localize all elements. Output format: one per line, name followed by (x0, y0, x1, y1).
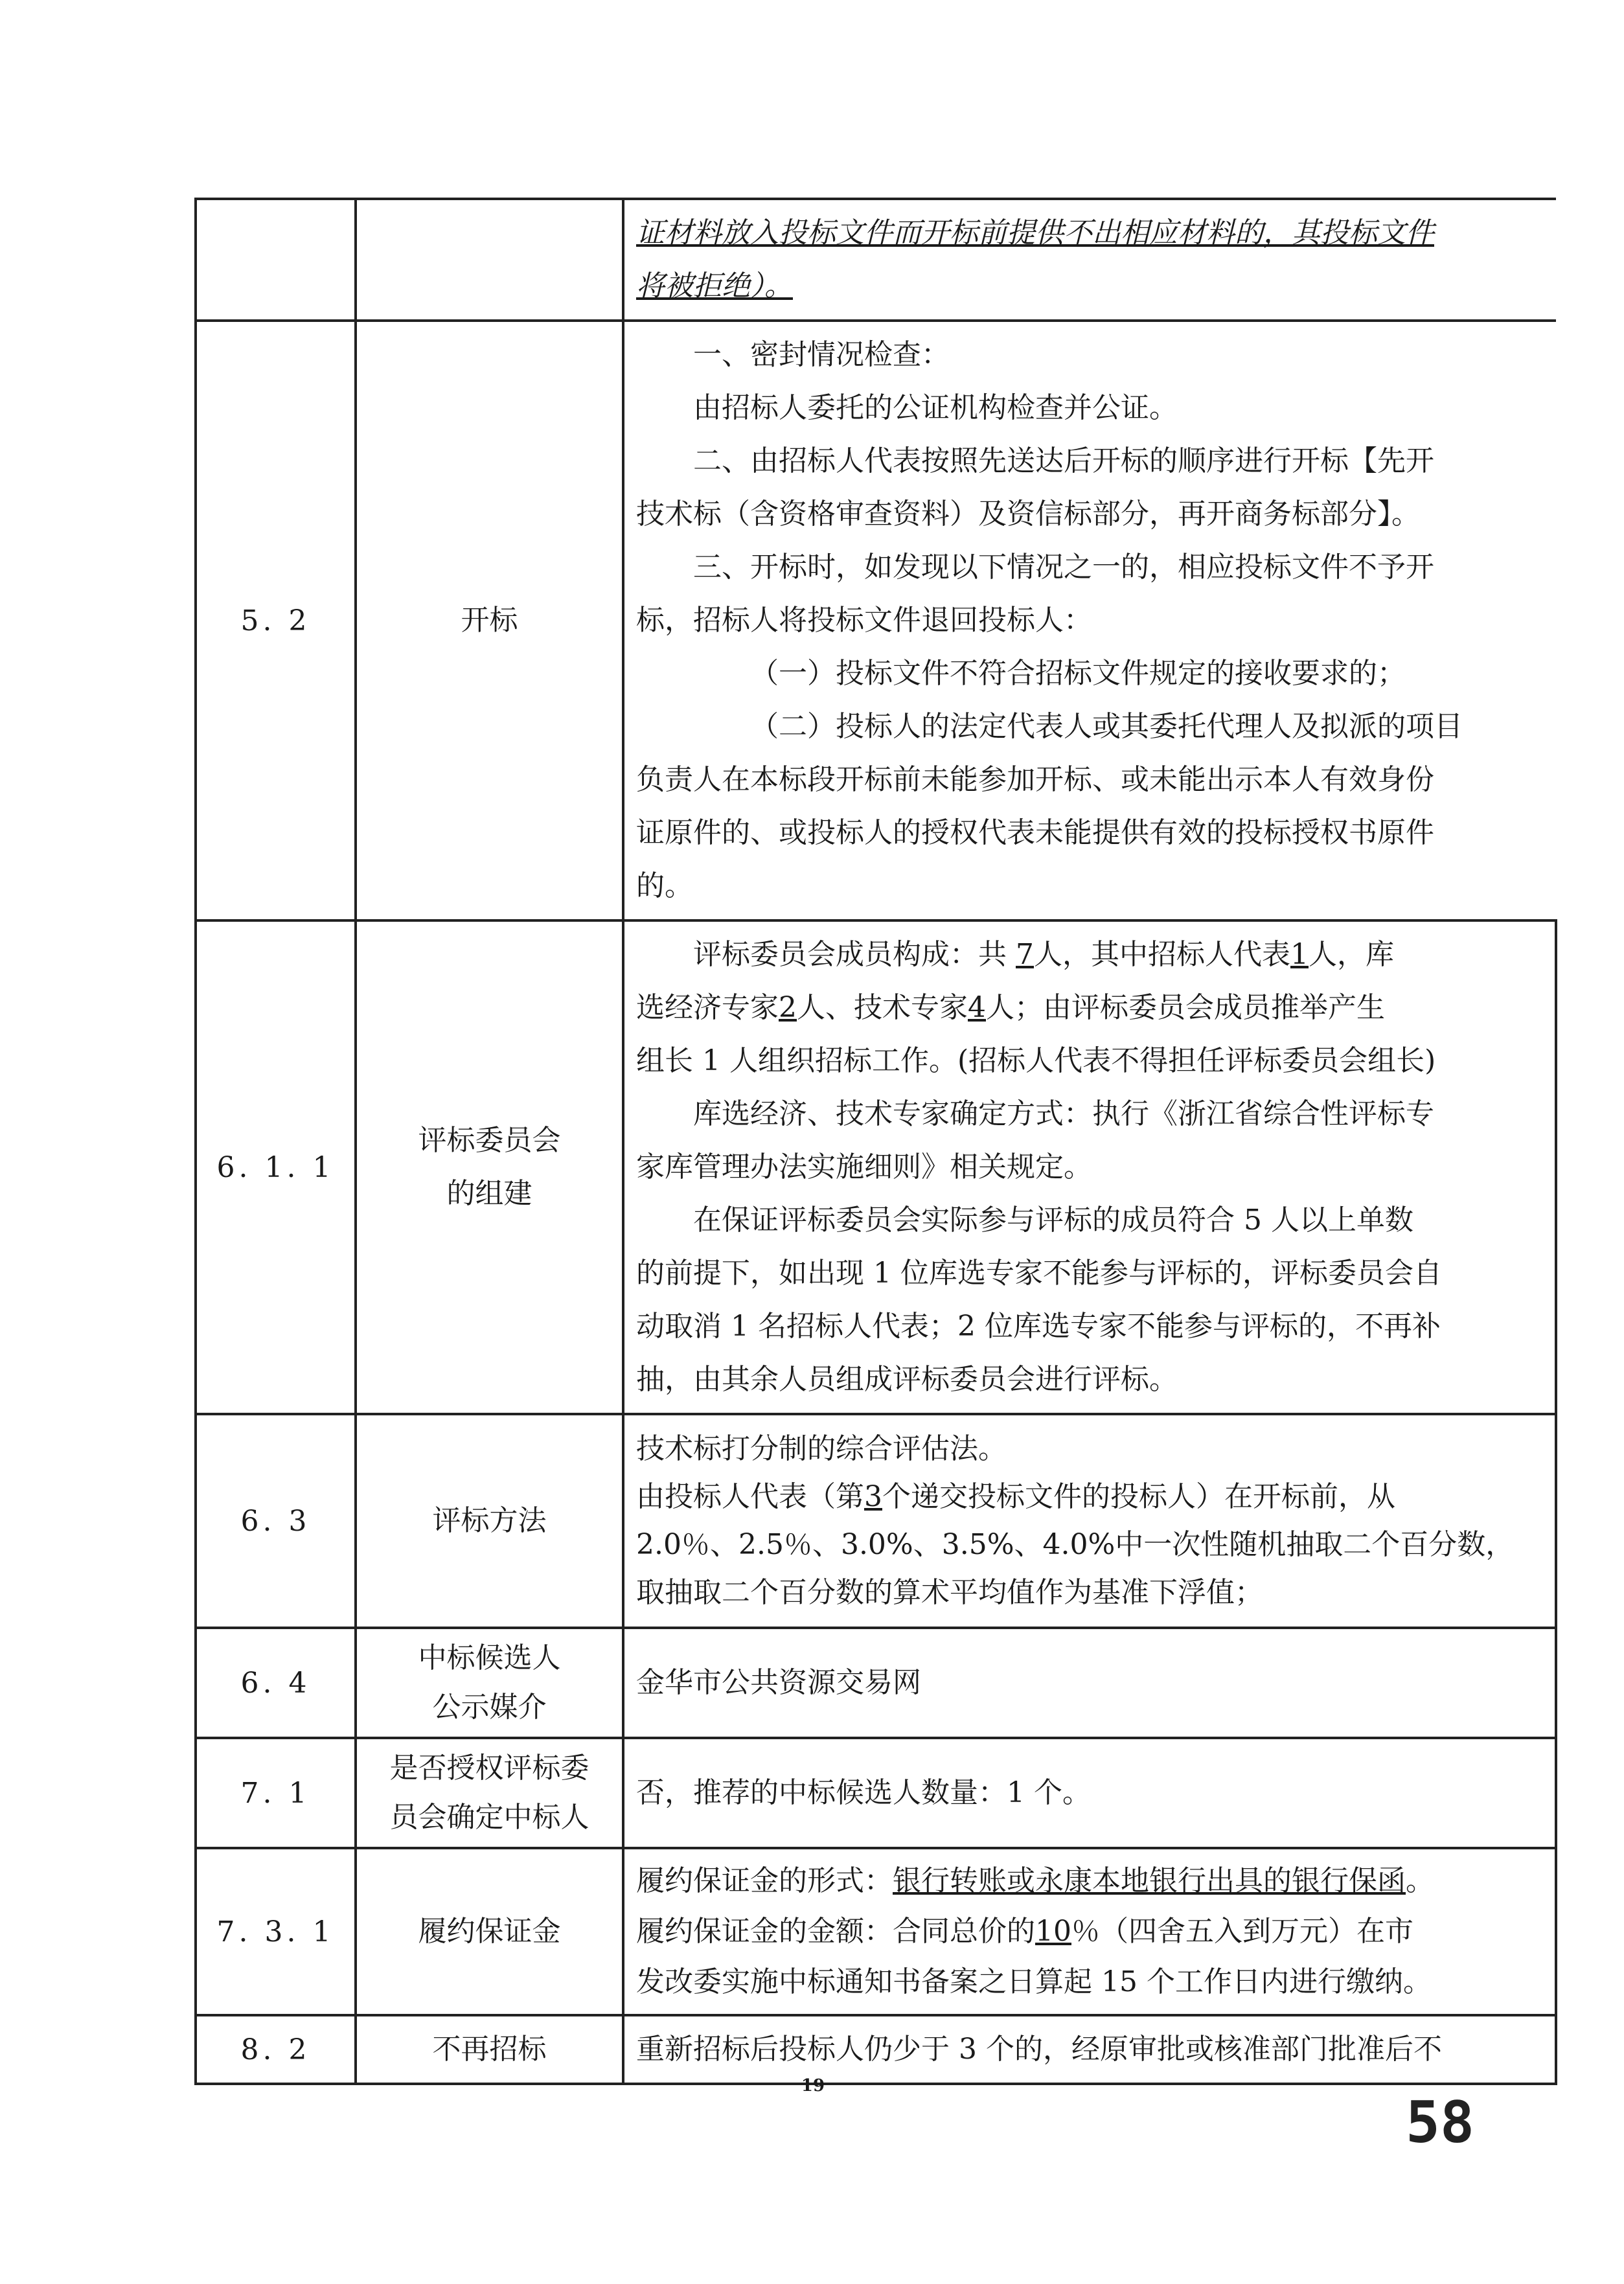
row-label-cell (356, 1738, 623, 1848)
filled-value: 7 (1016, 938, 1034, 971)
content-line: 证材料放入投标文件而开标前提供不出相应材料的，其投标文件 (636, 216, 1434, 249)
table-row-6-4 (196, 1628, 1556, 1738)
row-number-cell: 7. 3. 1 (196, 1848, 356, 2015)
filled-value: 2 (779, 991, 797, 1024)
row-content-cell (623, 199, 1556, 321)
content-line: 负责人在本标段开标前未能参加开标、或未能出示本人有效身份 (636, 763, 1434, 796)
text-fragment: 履约保证金的金额：合同总价的 (636, 1915, 1035, 1948)
row-number-cell: 5. 2 (196, 321, 356, 920)
content-line: 家库管理办法实施细则》相关规定。 (636, 1150, 1092, 1183)
row-number-cell: 7. 1 (196, 1738, 356, 1848)
text-fragment: ％（四舍五入到万元）在市 (1071, 1915, 1413, 1948)
content-line: 组长 1 人组织招标工作。(招标人代表不得担任评标委员会组长) (636, 1044, 1436, 1077)
row-label-cell: 开标 (356, 321, 623, 920)
filled-value: 4 (968, 991, 986, 1024)
content-line: （二）投标人的法定代表人或其委托代理人及拟派的项目 (750, 710, 1463, 743)
filled-value: 3 (864, 1480, 882, 1513)
label-line: 评标委员会 (418, 1124, 561, 1157)
content-line: 证原件的、或投标人的授权代表未能提供有效的投标授权书原件 (636, 816, 1434, 849)
text-fragment: 。 (1406, 1864, 1434, 1897)
row-number-cell: 6. 3 (196, 1414, 356, 1628)
content-line: 抽，由其余人员组成评标委员会进行评标。 (636, 1363, 1178, 1396)
content-line (636, 1856, 1547, 1906)
row-label-cell (356, 1628, 623, 1738)
row-content-cell (623, 1414, 1556, 1628)
content-line (636, 1906, 1547, 1957)
content-line: 的前提下，如出现 1 位库选专家不能参与评标的，评标委员会自 (636, 1257, 1442, 1290)
stamp-number: 58 (1406, 2089, 1474, 2156)
row-number-cell: 6. 1. 1 (196, 920, 356, 1414)
row-content-cell (623, 920, 1556, 1414)
text-fragment: 个递交投标文件的投标人）在开标前，从 (882, 1480, 1395, 1513)
content-line: 2.0％、2.5％、3.0%、3.5%、4.0%中一次性随机抽取二个百分数， (636, 1528, 1515, 1561)
row-number-cell (196, 199, 356, 321)
row-label-cell (356, 199, 623, 321)
content-line: 一、密封情况检查： (693, 338, 950, 371)
row-label-cell: 不再招标 (356, 2015, 623, 2084)
table-row-5-2 (196, 321, 1556, 920)
label-line: 公示媒介 (432, 1691, 547, 1724)
filled-value: 银行转账或永康本地银行出具的银行保函 (893, 1864, 1406, 1897)
row-label-cell (356, 920, 623, 1414)
content-line: 在保证评标委员会实际参与评标的成员符合 5 人以上单数 (693, 1204, 1413, 1237)
filled-value: 1 (1290, 938, 1309, 971)
row-content-cell: 金华市公共资源交易网 (623, 1628, 1556, 1738)
content-line: 库选经济、技术专家确定方式：执行《浙江省综合性评标专 (693, 1097, 1434, 1130)
text-fragment: 人，库 (1309, 938, 1394, 971)
label-line: 员会确定中标人 (389, 1801, 589, 1834)
content-line (636, 1473, 1547, 1521)
row-content-cell (623, 321, 1556, 920)
table-row-6-1-1 (196, 920, 1556, 1414)
text-fragment: 由投标人代表（第 (636, 1480, 864, 1513)
table-row-7-3-1 (196, 1848, 1556, 2015)
label-line: 的组建 (446, 1177, 532, 1210)
text-fragment: 选经济专家 (636, 991, 779, 1024)
content-line: 发改委实施中标通知书备案之日算起 15 个工作日内进行缴纳。 (636, 1965, 1432, 1998)
row-number-cell: 6. 4 (196, 1628, 356, 1738)
content-line: 技术标打分制的综合评估法。 (636, 1432, 1007, 1465)
content-line (636, 928, 1547, 981)
table-row-8-2 (196, 2015, 1556, 2084)
filled-value: 10 (1035, 1915, 1071, 1948)
page-number: 19 (801, 2076, 825, 2096)
content-line: 二、由招标人代表按照先送达后开标的顺序进行开标【先开 (693, 444, 1434, 477)
content-line: 将被拒绝）。 (636, 269, 793, 303)
content-line (636, 981, 1547, 1034)
text-fragment: 人，其中招标人代表 (1034, 938, 1290, 971)
row-content-cell: 重新招标后投标人仍少于 3 个的，经原审批或核准部门批准后不 (623, 2015, 1556, 2084)
label-line: 是否授权评标委 (389, 1752, 589, 1785)
content-line: 的。 (636, 869, 693, 902)
row-content-cell: 否，推荐的中标候选人数量：1 个。 (623, 1738, 1556, 1848)
content-line: 由招标人委托的公证机构检查并公证。 (693, 391, 1178, 424)
content-line: （一）投标文件不符合招标文件规定的接收要求的； (750, 657, 1406, 690)
label-line: 中标候选人 (418, 1641, 561, 1674)
text-fragment: 人；由评标委员会成员推举产生 (986, 991, 1385, 1024)
row-content-cell (623, 1848, 1556, 2015)
content-line: 三、开标时，如发现以下情况之一的，相应投标文件不予开 (693, 551, 1434, 584)
row-label-cell: 评标方法 (356, 1414, 623, 1628)
content-line: 标，招标人将投标文件退回投标人： (636, 604, 1092, 637)
content-line: 技术标（含资格审查资料）及资信标部分，再开商务标部分】。 (636, 497, 1420, 531)
content-line: 取抽取二个百分数的算术平均值作为基准下浮值； (636, 1576, 1263, 1609)
text-fragment: 履约保证金的形式： (636, 1864, 893, 1897)
bid-data-table (194, 198, 1557, 2085)
table-row-6-3 (196, 1414, 1556, 1628)
text-fragment: 人、技术专家 (797, 991, 968, 1024)
row-number-cell: 8. 2 (196, 2015, 356, 2084)
content-line: 动取消 1 名招标人代表；2 位库选专家不能参与评标的，不再补 (636, 1310, 1441, 1343)
table-row-continuation (196, 199, 1556, 321)
table-row-7-1 (196, 1738, 1556, 1848)
row-label-cell: 履约保证金 (356, 1848, 623, 2015)
text-fragment: 评标委员会成员构成：共 (693, 938, 1016, 971)
